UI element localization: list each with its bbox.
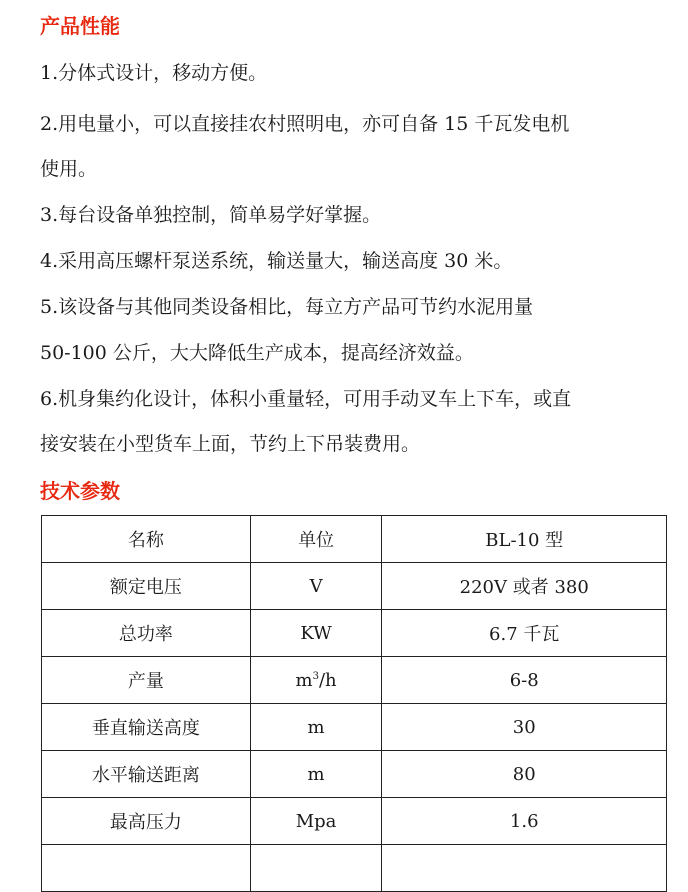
header-model-cell: BL-10 型 [382, 516, 667, 563]
row-name-cell: 最高压力 [42, 798, 251, 845]
performance-item-5-line2: 50-100 公斤，大大降低生产成本，提高经济效益。 [40, 342, 474, 364]
specs-table [41, 515, 667, 892]
performance-item-5-line1: 5.该设备与其他同类设备相比，每立方产品可节约水泥用量 [40, 296, 534, 318]
row-value-cell: 1.6 [382, 798, 667, 845]
table-row [42, 657, 667, 704]
performance-heading: 产品性能 [40, 14, 120, 38]
row-name-cell: 产量 [42, 657, 251, 704]
performance-item-6-line1: 6.机身集约化设计，体积小重量轻，可用手动叉车上下车，或直 [40, 388, 572, 410]
row-unit-cell: V [250, 563, 382, 610]
row-unit-cell: Mpa [250, 798, 382, 845]
table-row [42, 798, 667, 845]
row-unit-cell [250, 657, 382, 704]
header-unit-cell: 单位 [250, 516, 382, 563]
specs-heading: 技术参数 [40, 479, 120, 503]
unit-superscript: 3 [312, 670, 319, 682]
table-row [42, 704, 667, 751]
row-value-cell: 220V 或者 380 [382, 563, 667, 610]
header-name-cell: 名称 [42, 516, 251, 563]
row-unit-cell: m [250, 751, 382, 798]
performance-item-1: 1.分体式设计，移动方便。 [40, 62, 268, 84]
table-header-row [42, 516, 667, 563]
table-row [42, 563, 667, 610]
row-name-cell: 垂直输送高度 [42, 704, 251, 751]
row-value-cell: 6.7 千瓦 [382, 610, 667, 657]
performance-item-6-line2: 接安装在小型货车上面，节约上下吊装费用。 [40, 433, 421, 455]
unit-base: m [295, 669, 313, 691]
row-unit-cell: KW [250, 610, 382, 657]
row-value-cell: 6-8 [382, 657, 667, 704]
row-value-cell: 80 [382, 751, 667, 798]
row-name-cell: 总功率 [42, 610, 251, 657]
table-row [42, 610, 667, 657]
table-row [42, 751, 667, 798]
performance-item-3: 3.每台设备单独控制，简单易学好掌握。 [40, 204, 382, 226]
performance-item-2-line1: 2.用电量小，可以直接挂农村照明电，亦可自备 15 千瓦发电机 [40, 113, 570, 135]
performance-item-4: 4.采用高压螺杆泵送系统，输送量大，输送高度 30 米。 [40, 250, 513, 272]
row-unit-cell: m [250, 704, 382, 751]
row-value-cell: 30 [382, 704, 667, 751]
row-name-cell: 水平输送距离 [42, 751, 251, 798]
row-name-cell: 额定电压 [42, 563, 251, 610]
performance-item-2-line2: 使用。 [40, 158, 98, 180]
unit-rest: /h [318, 669, 337, 691]
